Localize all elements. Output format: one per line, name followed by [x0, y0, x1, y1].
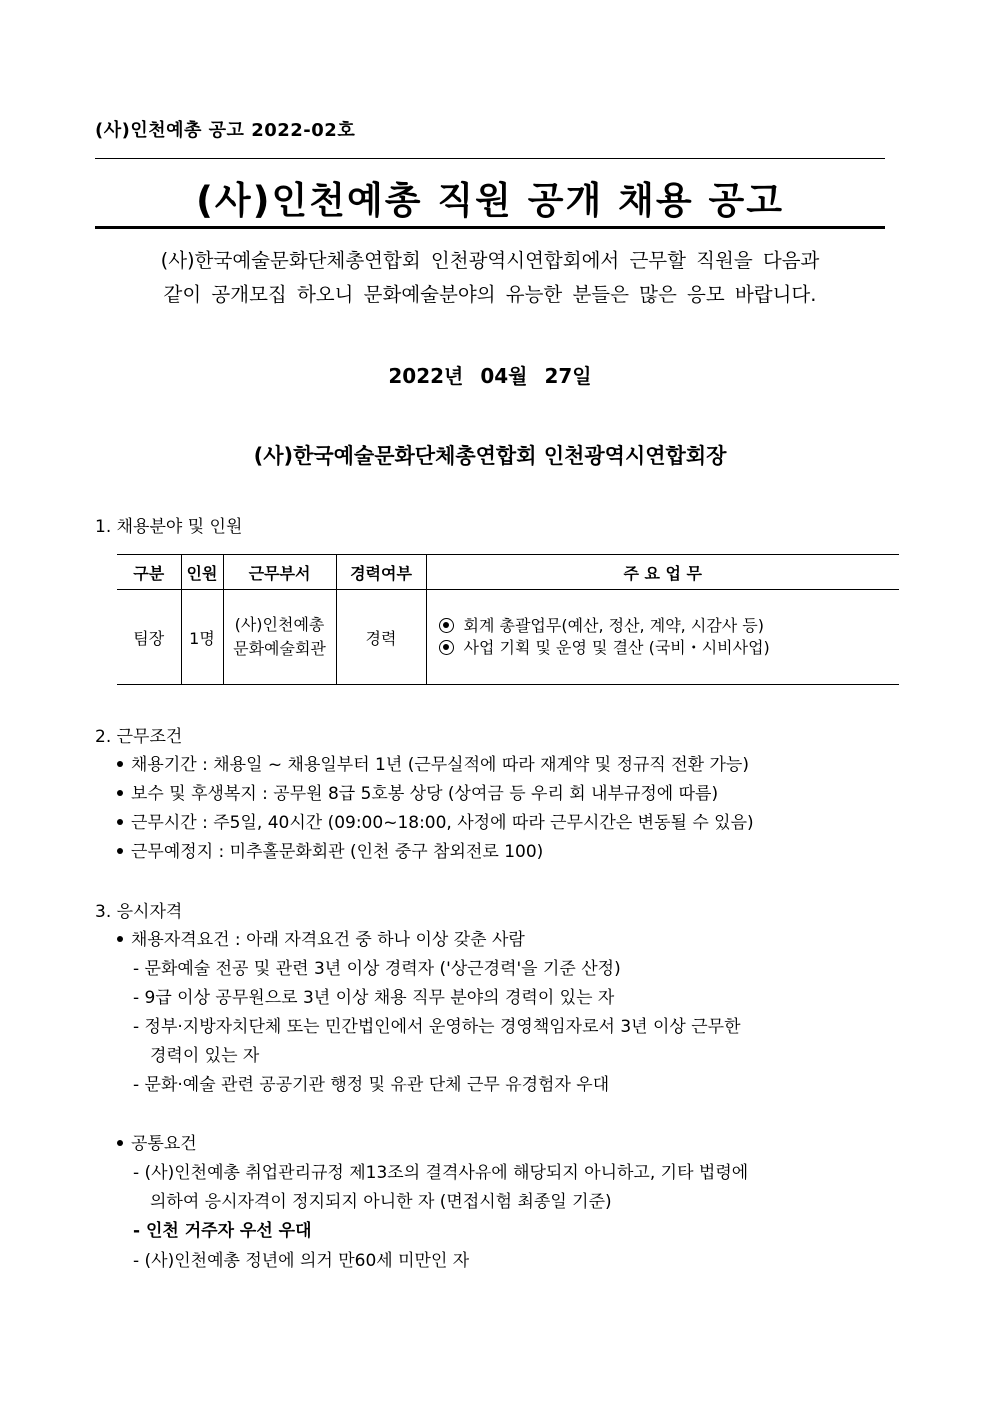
bullet-icon	[117, 936, 123, 942]
circle-bullet-icon	[439, 618, 454, 633]
section-title-qualifications: 3. 응시자격	[95, 902, 183, 922]
cell-duties	[426, 590, 899, 685]
duty-text: 사업 기획 및 운영 및 결산 (국비・시비사업)	[463, 638, 770, 657]
bullet-icon	[117, 848, 123, 854]
qualification-heading-text: 채용자격요건 : 아래 자격요건 중 하나 이상 갖춘 사람	[131, 930, 525, 950]
condition-text: 보수 및 후생복지 : 공무원 8급 5호봉 상당 (상여금 등 우리 회 내부규정에 따름)	[131, 784, 719, 804]
condition-item	[117, 837, 543, 862]
duty-item	[439, 637, 900, 659]
qualification-item: - 정부·지방자치단체 또는 민간법인에서 운영하는 경영책임자로서 3년 이상 근무한	[133, 1017, 741, 1037]
common-requirement-item-emphasized: - 인천 거주자 우선 우대	[133, 1221, 312, 1241]
condition-item	[117, 779, 718, 804]
page-title: (사)인천예총 직원 공개 채용 공고	[196, 179, 784, 222]
bullet-icon	[117, 1140, 123, 1146]
organization-signature: (사)한국예술문화단체총연합회 인천광역시연합회장	[253, 444, 727, 468]
header-duties: 주 요 업 무	[426, 555, 899, 590]
common-heading-text: 공통요건	[131, 1134, 197, 1154]
cell-experience: 경력	[336, 590, 426, 685]
condition-text: 근무시간 : 주5일, 40시간 (09:00~18:00, 사정에 따라 근무시간은 변동될 수 있음)	[131, 813, 754, 833]
section-title-conditions: 2. 근무조건	[95, 727, 183, 747]
qualification-heading	[117, 925, 525, 950]
condition-item	[117, 808, 754, 833]
notice-date: 2022년 04월 27일	[388, 364, 592, 388]
qualification-item-continued: 경력이 있는 자	[150, 1046, 260, 1066]
condition-text: 근무예정지 : 미추홀문화회관 (인천 중구 참외전로 100)	[131, 842, 544, 862]
circle-bullet-icon	[439, 640, 454, 655]
intro-paragraph	[95, 244, 885, 312]
title-top-rule	[95, 158, 885, 159]
table-row	[117, 590, 899, 685]
duty-item	[439, 615, 900, 637]
qualification-item: - 문화·예술 관련 공공기관 행정 및 유관 단체 근무 유경험자 우대	[133, 1075, 610, 1095]
qualification-item: - 문화예술 전공 및 관련 3년 이상 경력자 ('상근경력'을 기준 산정)	[133, 959, 621, 979]
common-requirements-heading	[117, 1129, 197, 1154]
bullet-icon	[117, 819, 123, 825]
cell-department	[223, 590, 336, 685]
cell-category: 팀장	[117, 590, 181, 685]
section-title-positions: 1. 채용분야 및 인원	[95, 517, 243, 537]
header-department: 근무부서	[223, 555, 336, 590]
notice-number: (사)인천예총 공고 2022-02호	[95, 120, 356, 141]
intro-line: 같이 공개모집 하오니 문화예술분야의 유능한 분들은 많은 응모 바랍니다.	[163, 283, 817, 306]
common-requirement-item-continued: 의하여 응시자격이 정지되지 아니한 자 (면접시험 최종일 기준)	[150, 1192, 612, 1212]
header-experience: 경력여부	[336, 555, 426, 590]
table-header-row	[117, 555, 899, 590]
common-requirement-item: - (사)인천예총 취업관리규정 제13조의 결격사유에 해당되지 아니하고, 기타 법령에	[133, 1163, 749, 1183]
intro-line: (사)한국예술문화단체총연합회 인천광역시연합회에서 근무할 직원을 다음과	[160, 249, 820, 272]
header-category: 구분	[117, 555, 181, 590]
header-count: 인원	[181, 555, 223, 590]
title-bottom-rule	[95, 226, 885, 229]
condition-item	[117, 750, 749, 775]
common-requirement-item: - (사)인천예총 정년에 의거 만60세 미만인 자	[133, 1251, 470, 1271]
bullet-icon	[117, 790, 123, 796]
department-line: (사)인천예총	[234, 615, 325, 634]
condition-text: 채용기간 : 채용일 ~ 채용일부터 1년 (근무실적에 따라 재계약 및 정규직 전환 가능)	[131, 755, 749, 775]
qualification-item: - 9급 이상 공무원으로 3년 이상 채용 직무 분야의 경력이 있는 자	[133, 988, 615, 1008]
cell-count: 1명	[181, 590, 223, 685]
bullet-icon	[117, 761, 123, 767]
duty-text: 회계 총괄업무(예산, 정산, 계약, 시감사 등)	[463, 616, 764, 635]
recruitment-table	[117, 554, 899, 685]
department-line: 문화예술회관	[233, 639, 326, 658]
